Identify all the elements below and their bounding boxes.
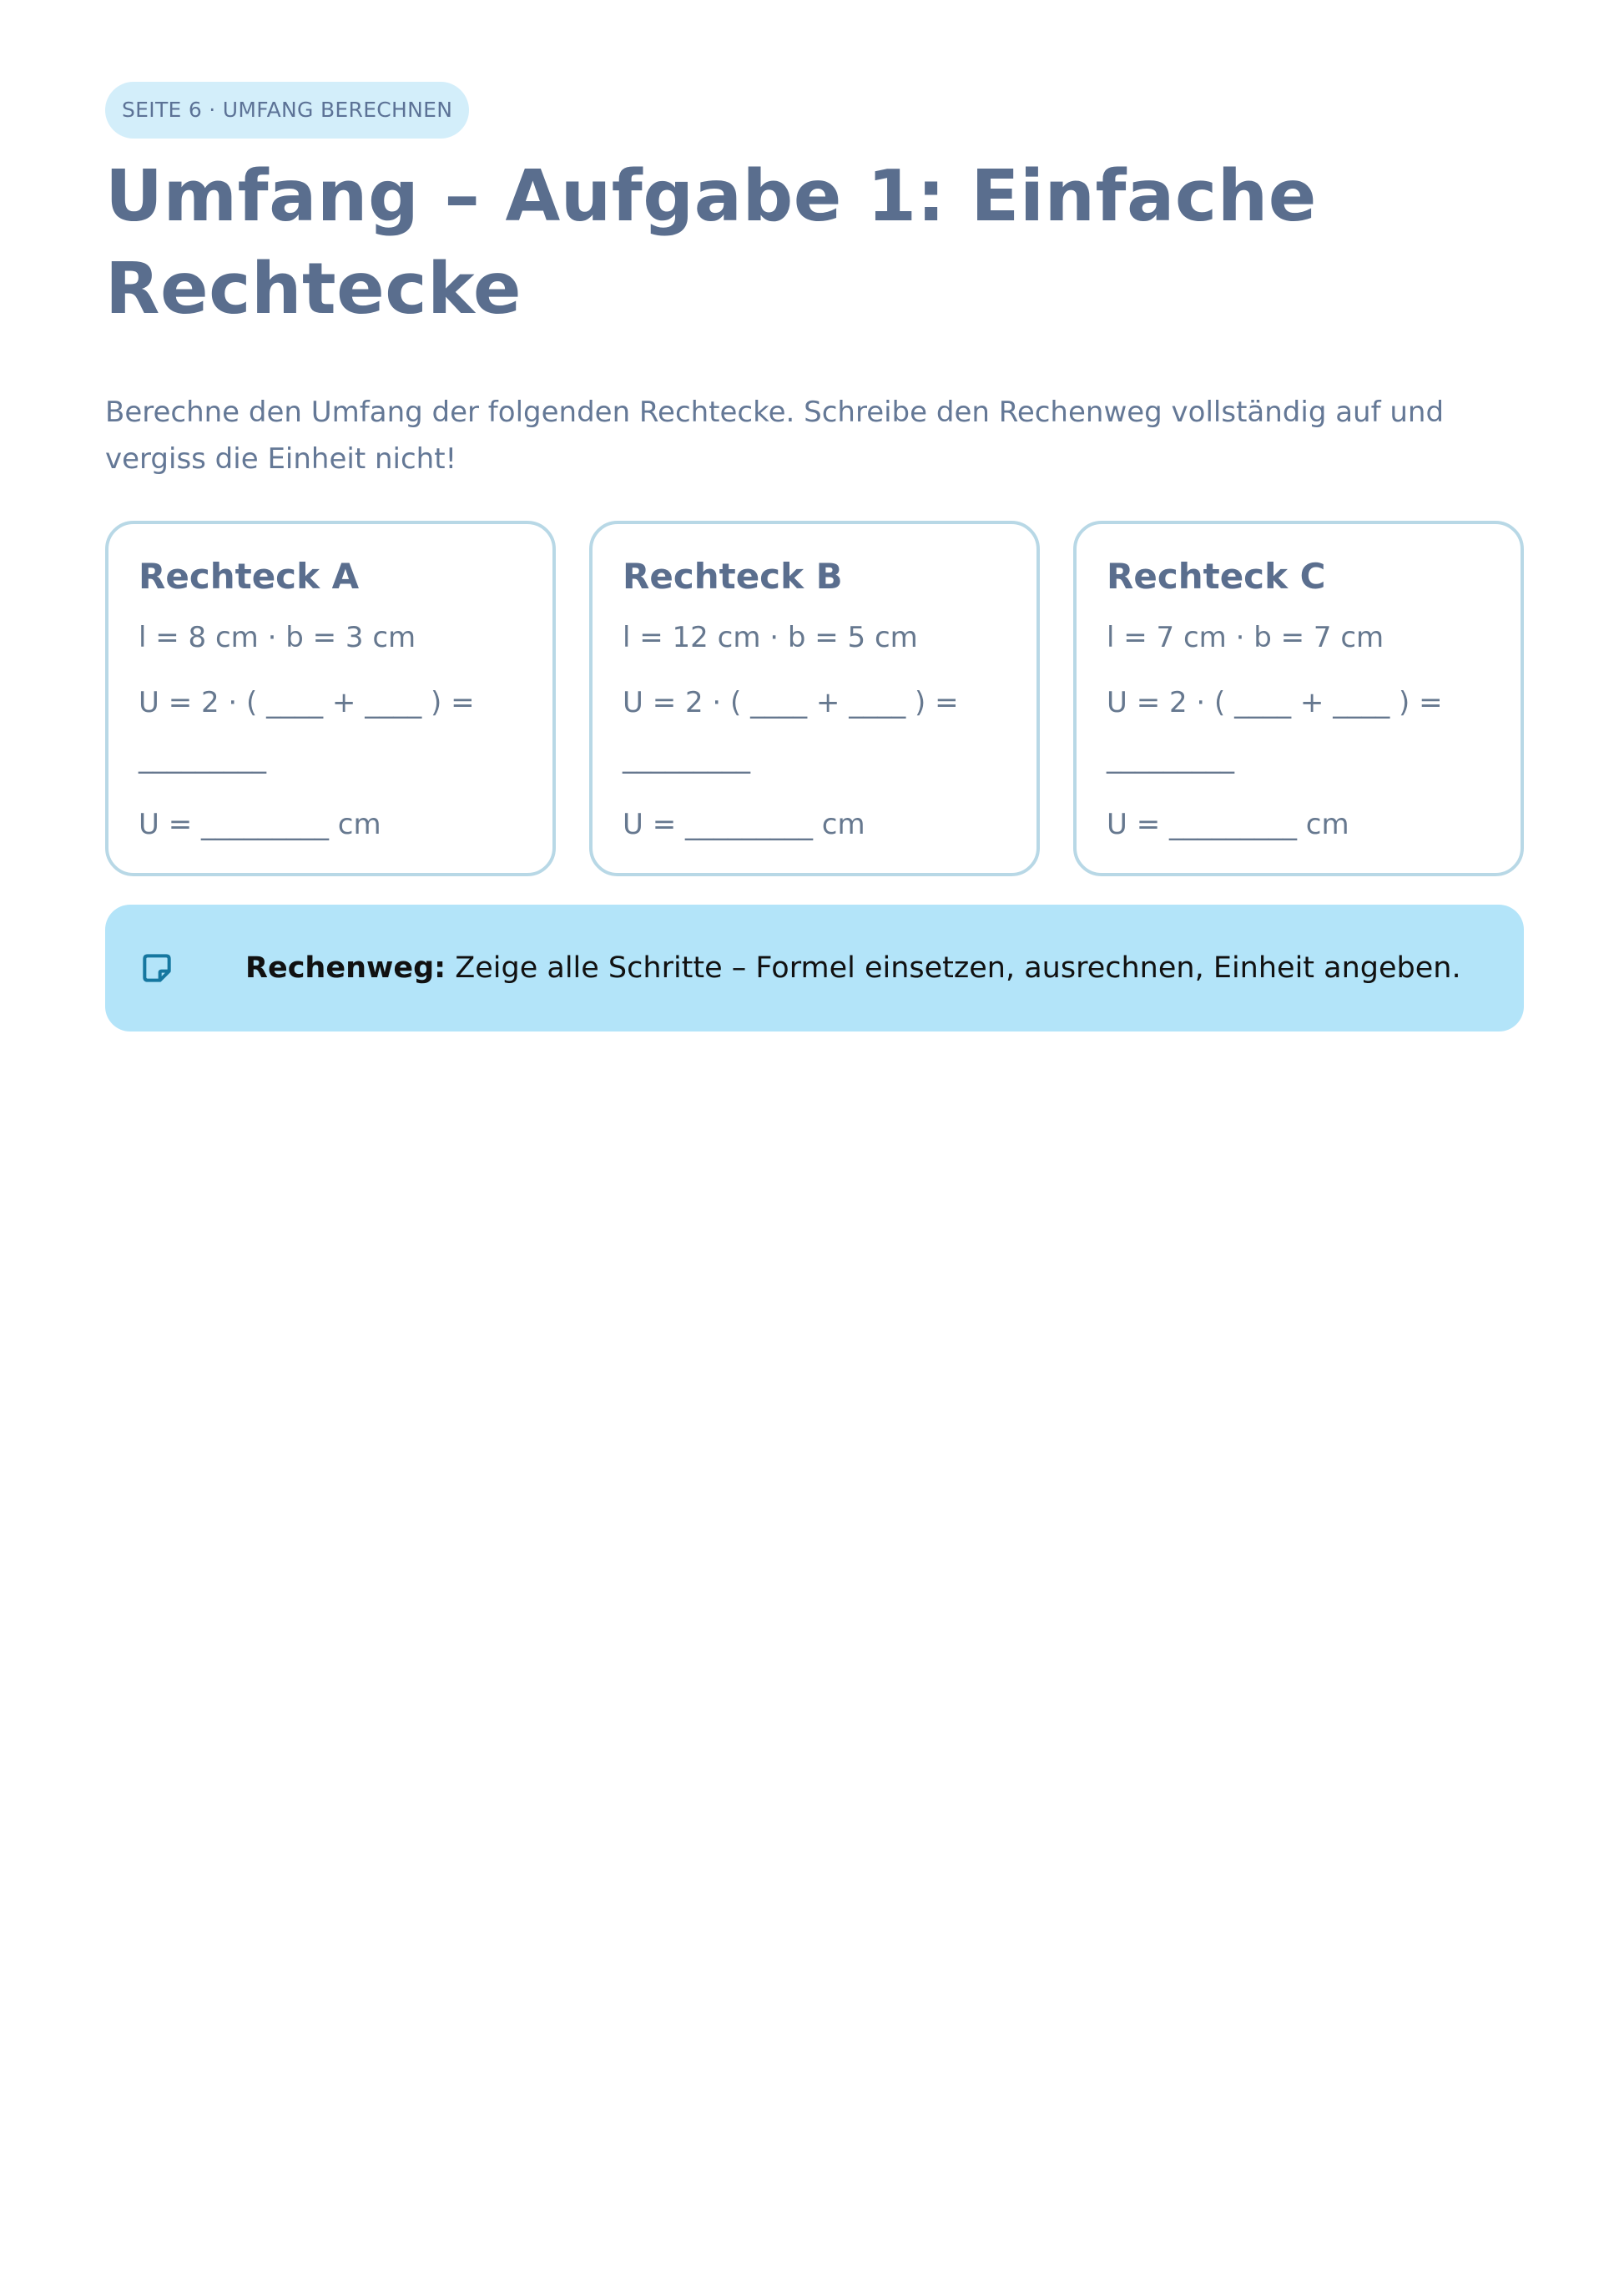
answer-blank: _________ <box>139 741 266 774</box>
dimensions-text: l = 12 cm · b = 5 cm <box>623 621 918 654</box>
dimensions-text: l = 8 cm · b = 3 cm <box>139 621 416 654</box>
answer-blank: _________ <box>1107 741 1234 774</box>
hint-label: Rechenweg: <box>245 951 446 985</box>
hint-text <box>245 905 1461 1031</box>
hint-body: Zeige alle Schritte – Formel einsetzen, ausrechnen, Einheit angeben. <box>446 951 1461 985</box>
page-badge: SEITE 6 · UMFANG BERECHNEN <box>105 82 469 139</box>
result-line: U = _________ cm <box>623 808 865 841</box>
card-title: Rechteck A <box>139 556 360 597</box>
card-rechteck-a <box>105 521 556 876</box>
formula-line: U = 2 · ( ____ + ____ ) = <box>623 686 959 719</box>
formula-line: U = 2 · ( ____ + ____ ) = <box>1107 686 1443 719</box>
hint-box <box>105 905 1524 1031</box>
instructions-text: Berechne den Umfang der folgenden Rechtecke. Schreibe den Rechenweg vollständig auf und vergiss die Einheit nicht! <box>105 396 1445 476</box>
card-rechteck-c <box>1073 521 1524 876</box>
worksheet-page <box>105 82 1524 880</box>
dimensions-text: l = 7 cm · b = 7 cm <box>1107 621 1384 654</box>
note-icon <box>139 950 175 986</box>
card-title: Rechteck B <box>623 556 843 597</box>
card-title: Rechteck C <box>1107 556 1326 597</box>
formula-line: U = 2 · ( ____ + ____ ) = <box>139 686 475 719</box>
result-line: U = _________ cm <box>139 808 381 841</box>
result-line: U = _________ cm <box>1107 808 1349 841</box>
page-title: Umfang – Aufgabe 1: Einfache Rechtecke <box>105 155 1317 330</box>
rectangle-cards <box>105 521 1524 880</box>
answer-blank: _________ <box>623 741 750 774</box>
card-rechteck-b <box>589 521 1040 876</box>
